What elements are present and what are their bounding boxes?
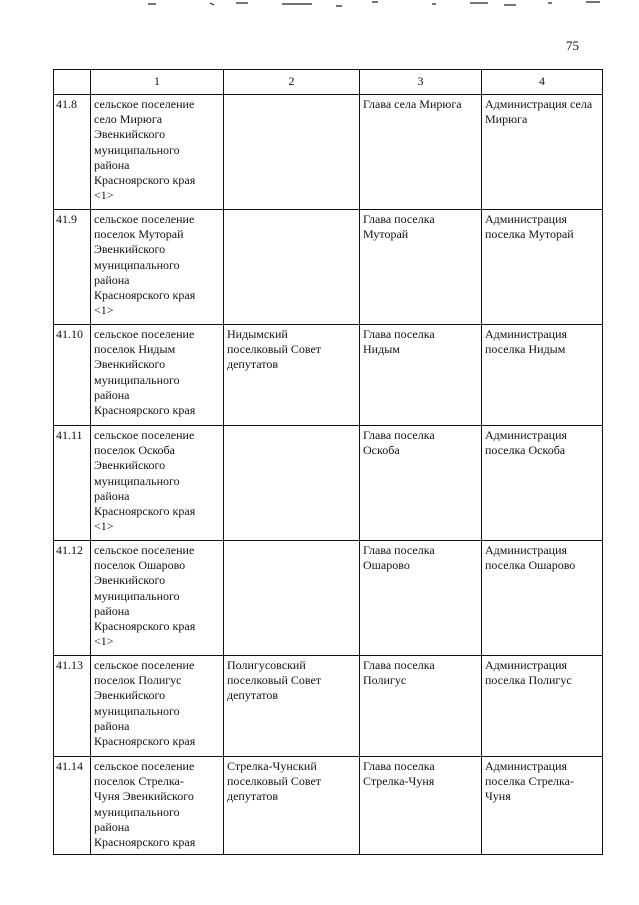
head-cell bbox=[360, 210, 482, 325]
cell-text-line: муниципального bbox=[94, 473, 180, 488]
administration-cell bbox=[482, 426, 603, 541]
cell-text-line: муниципального bbox=[94, 703, 180, 718]
cell-text-line: поселка Ошарово bbox=[485, 558, 576, 573]
header-cell-number bbox=[54, 70, 91, 95]
cell-text-line: Эвенкийского bbox=[94, 458, 166, 473]
table-row bbox=[54, 656, 603, 757]
row-number-cell: 41.9 bbox=[54, 210, 91, 325]
cell-text-line: Администрация bbox=[485, 212, 568, 226]
settlement-cell bbox=[91, 210, 224, 325]
cell-text-line: Чуня Эвенкийского bbox=[94, 789, 194, 804]
cell-text-line: муниципального bbox=[94, 372, 180, 387]
cell-text-line: Оскоба bbox=[363, 443, 400, 458]
head-cell bbox=[360, 325, 482, 426]
cell-text-line: Стрелка-Чуня bbox=[363, 774, 435, 789]
header-cell-2: 2 bbox=[224, 70, 360, 95]
table-row bbox=[54, 757, 603, 855]
cell-text-line: Эвенкийского bbox=[94, 688, 166, 703]
council-cell bbox=[224, 541, 360, 656]
cell-text-line: муниципального bbox=[94, 257, 180, 272]
cell-text-line: Глава села Мирюга bbox=[363, 97, 462, 111]
administration-cell bbox=[482, 656, 603, 757]
council-cell bbox=[224, 757, 360, 855]
settlement-cell bbox=[91, 541, 224, 656]
cell-text-line: Администрация bbox=[485, 543, 568, 557]
cell-text-line: Нидым bbox=[363, 342, 400, 357]
cell-text-line: село Мирюга bbox=[94, 112, 163, 127]
cell-text-line: Глава поселка bbox=[363, 543, 435, 557]
row-number-cell: 41.12 bbox=[54, 541, 91, 656]
council-cell bbox=[224, 325, 360, 426]
cell-text-line: поселковый Совет bbox=[227, 673, 322, 688]
head-cell bbox=[360, 426, 482, 541]
cell-text-line: поселка Полигус bbox=[485, 673, 572, 688]
cell-text-line: сельское поселение bbox=[94, 658, 195, 672]
administration-cell bbox=[482, 95, 603, 210]
cell-text-line: Красноярского края bbox=[94, 288, 196, 303]
administration-cell bbox=[482, 210, 603, 325]
cell-text-line: <1> bbox=[94, 634, 114, 649]
row-number-cell: 41.14 bbox=[54, 757, 91, 855]
cell-text-line: поселка Нидым bbox=[485, 342, 566, 357]
cell-text-line: поселка Стрелка- bbox=[485, 774, 575, 789]
settlement-cell bbox=[91, 426, 224, 541]
table-row bbox=[54, 95, 603, 210]
cell-text-line: <1> bbox=[94, 188, 114, 203]
cell-text-line: Полигусовский bbox=[227, 658, 306, 672]
cell-text-line: Чуня bbox=[485, 789, 511, 804]
cell-text-line: Администрация bbox=[485, 759, 568, 773]
cell-text-line: Нидымский bbox=[227, 327, 288, 341]
cell-text-line: Красноярского края bbox=[94, 173, 196, 188]
cell-text-line: Глава поселка bbox=[363, 759, 435, 773]
cell-text-line: Красноярского края bbox=[94, 403, 196, 418]
head-cell bbox=[360, 757, 482, 855]
cell-text-line: депутатов bbox=[227, 688, 279, 703]
cell-text-line: Муторай bbox=[363, 227, 409, 242]
settlement-cell bbox=[91, 95, 224, 210]
page-number: 75 bbox=[566, 38, 579, 53]
cell-text-line: Ошарово bbox=[363, 558, 410, 573]
cell-text-line: Администрация bbox=[485, 327, 568, 341]
administration-cell bbox=[482, 325, 603, 426]
cell-text-line: района bbox=[94, 488, 130, 503]
cell-text-line: муниципального bbox=[94, 588, 180, 603]
cell-text-line: Красноярского края bbox=[94, 504, 196, 519]
cell-text-line: сельское поселение bbox=[94, 428, 195, 442]
council-cell bbox=[224, 426, 360, 541]
cell-text-line: Администрация села bbox=[485, 97, 593, 111]
cell-text-line: поселок Полигус bbox=[94, 673, 182, 688]
cell-text-line: Мирюга bbox=[485, 112, 528, 127]
head-cell bbox=[360, 541, 482, 656]
cell-text-line: района bbox=[94, 272, 130, 287]
cell-text-line: поселка Оскоба bbox=[485, 443, 566, 458]
header-cell-1: 1 bbox=[91, 70, 224, 95]
row-number-cell: 41.13 bbox=[54, 656, 91, 757]
cell-text-line: Эвенкийского bbox=[94, 127, 166, 142]
table-row bbox=[54, 541, 603, 656]
cell-text-line: Полигус bbox=[363, 673, 407, 688]
cell-text-line: поселка Муторай bbox=[485, 227, 574, 242]
cell-text-line: района bbox=[94, 718, 130, 733]
cell-text-line: сельское поселение bbox=[94, 97, 195, 111]
cell-text-line: поселок Стрелка- bbox=[94, 774, 184, 789]
cell-text-line: Стрелка-Чунский bbox=[227, 759, 317, 773]
cell-text-line: поселковый Совет bbox=[227, 342, 322, 357]
administration-cell bbox=[482, 541, 603, 656]
council-cell bbox=[224, 656, 360, 757]
cell-text-line: Эвенкийского bbox=[94, 357, 166, 372]
cell-text-line: поселок Ошарово bbox=[94, 558, 186, 573]
administration-cell bbox=[482, 757, 603, 855]
settlement-cell bbox=[91, 757, 224, 855]
row-number-cell: 41.8 bbox=[54, 95, 91, 210]
cell-text-line: сельское поселение bbox=[94, 543, 195, 557]
settlement-cell bbox=[91, 325, 224, 426]
cell-text-line: поселок Муторай bbox=[94, 227, 184, 242]
cell-text-line: сельское поселение bbox=[94, 759, 195, 773]
cell-text-line: Администрация bbox=[485, 428, 568, 442]
cell-text-line: Глава поселка bbox=[363, 658, 435, 672]
cell-text-line: муниципального bbox=[94, 142, 180, 157]
cell-text-line: <1> bbox=[94, 303, 114, 318]
head-cell bbox=[360, 656, 482, 757]
cell-text-line: поселок Оскоба bbox=[94, 443, 175, 458]
cell-text-line: депутатов bbox=[227, 357, 279, 372]
council-cell bbox=[224, 95, 360, 210]
cell-text-line: Красноярского края bbox=[94, 835, 196, 850]
row-number-cell: 41.10 bbox=[54, 325, 91, 426]
cell-text-line: района bbox=[94, 157, 130, 172]
cell-text-line: Глава поселка bbox=[363, 428, 435, 442]
cell-text-line: Эвенкийского bbox=[94, 242, 166, 257]
council-cell bbox=[224, 210, 360, 325]
cell-text-line: района bbox=[94, 819, 130, 834]
cell-text-line: Красноярского края bbox=[94, 619, 196, 634]
row-number-cell: 41.11 bbox=[54, 426, 91, 541]
scan-artifacts bbox=[0, 0, 639, 20]
table-header-row bbox=[54, 70, 603, 95]
cell-text-line: поселок Нидым bbox=[94, 342, 176, 357]
cell-text-line: Администрация bbox=[485, 658, 568, 672]
cell-text-line: депутатов bbox=[227, 789, 279, 804]
cell-text-line: поселковый Совет bbox=[227, 774, 322, 789]
table-row bbox=[54, 325, 603, 426]
cell-text-line: сельское поселение bbox=[94, 327, 195, 341]
header-cell-4: 4 bbox=[482, 70, 603, 95]
settlement-cell bbox=[91, 656, 224, 757]
cell-text-line: сельское поселение bbox=[94, 212, 195, 226]
head-cell bbox=[360, 95, 482, 210]
table-row bbox=[54, 210, 603, 325]
cell-text-line: <1> bbox=[94, 519, 114, 534]
cell-text-line: района bbox=[94, 387, 130, 402]
cell-text-line: Глава поселка bbox=[363, 327, 435, 341]
cell-text-line: Красноярского края bbox=[94, 734, 196, 749]
table-body bbox=[54, 70, 603, 855]
cell-text-line: муниципального bbox=[94, 804, 180, 819]
cell-text-line: района bbox=[94, 603, 130, 618]
cell-text-line: Глава поселка bbox=[363, 212, 435, 226]
table-row bbox=[54, 426, 603, 541]
document-table bbox=[53, 69, 603, 855]
header-cell-3: 3 bbox=[360, 70, 482, 95]
cell-text-line: Эвенкийского bbox=[94, 573, 166, 588]
